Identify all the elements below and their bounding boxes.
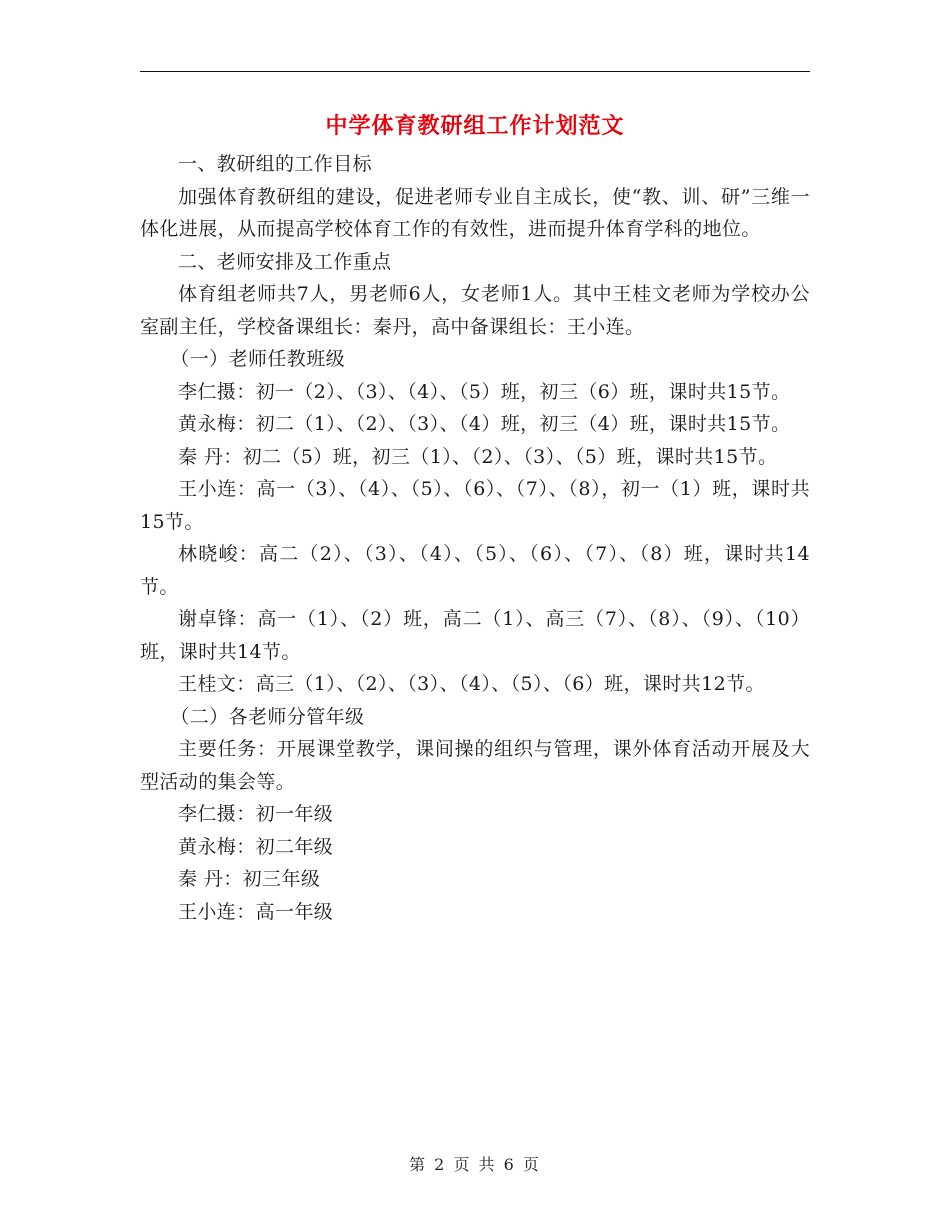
subheading-grades: （二）各老师分管年级	[170, 705, 365, 728]
class-item-wang-xl: 王小连：高一（3）、（4）、（5）、（6）、（7）、（8），初一（1）班，课时共15节。	[140, 478, 810, 533]
subheading-classes: （一）老师任教班级	[170, 348, 345, 370]
class-item-lin: 林晓峻：高二（2）、（3）、（4）、（5）、（6）、（7）、（8）班，课时共14节。	[140, 543, 810, 598]
grade-item-wang-xl: 王小连：高一年级	[178, 900, 334, 923]
class-item-xie: 谢卓锋：高一（1）、（2）班，高二（1）、高三（7）、（8）、（9）、（10）班，课时共14节。	[140, 608, 810, 663]
document-title: 中学体育教研组工作计划范文	[325, 113, 625, 139]
grade-item-huang: 黄永梅：初二年级	[178, 835, 334, 858]
grade-item-li: 李仁摄：初一年级	[178, 803, 334, 825]
header-rule	[140, 71, 810, 72]
class-item-li: 李仁摄：初一（2）、（3）、（4）、（5）班，初三（6）班，课时共15节。	[178, 380, 791, 403]
class-item-huang: 黄永梅：初二（1）、（2）、（3）、（4）班，初三（4）班，课时共15节。	[178, 413, 791, 435]
section-heading-teachers: 二、老师安排及工作重点	[178, 250, 392, 273]
section-heading-goals: 一、教研组的工作目标	[178, 153, 373, 175]
paragraph-tasks: 主要任务：开展课堂教学，课间操的组织与管理，课外体育活动开展及大型活动的集会等。	[140, 738, 810, 793]
paragraph-goals: 加强体育教研组的建设，促进老师专业自主成长，使“教、训、研”三维一体化进展，从而提高学校体育工作的有效性，进而提升体育学科的地位。	[140, 185, 810, 240]
paragraph-teachers: 体育组老师共7人，男老师6人，女老师1人。其中王桂文老师为学校办公室副主任，学校备课组长：秦丹，高中备课组长：王小连。	[140, 283, 810, 338]
class-item-wang-gw: 王桂文：高三（1）、（2）、（3）、（4）、（5）、（6）班，课时共12节。	[178, 673, 765, 695]
document-body	[140, 148, 810, 928]
page-number: 第 2 页 共 6 页	[409, 1155, 541, 1174]
grade-item-qin: 秦 丹：初三年级	[178, 868, 321, 890]
class-item-qin: 秦 丹：初二（5）班，初三（1）、（2）、（3）、（5）班，课时共15节。	[178, 445, 778, 468]
